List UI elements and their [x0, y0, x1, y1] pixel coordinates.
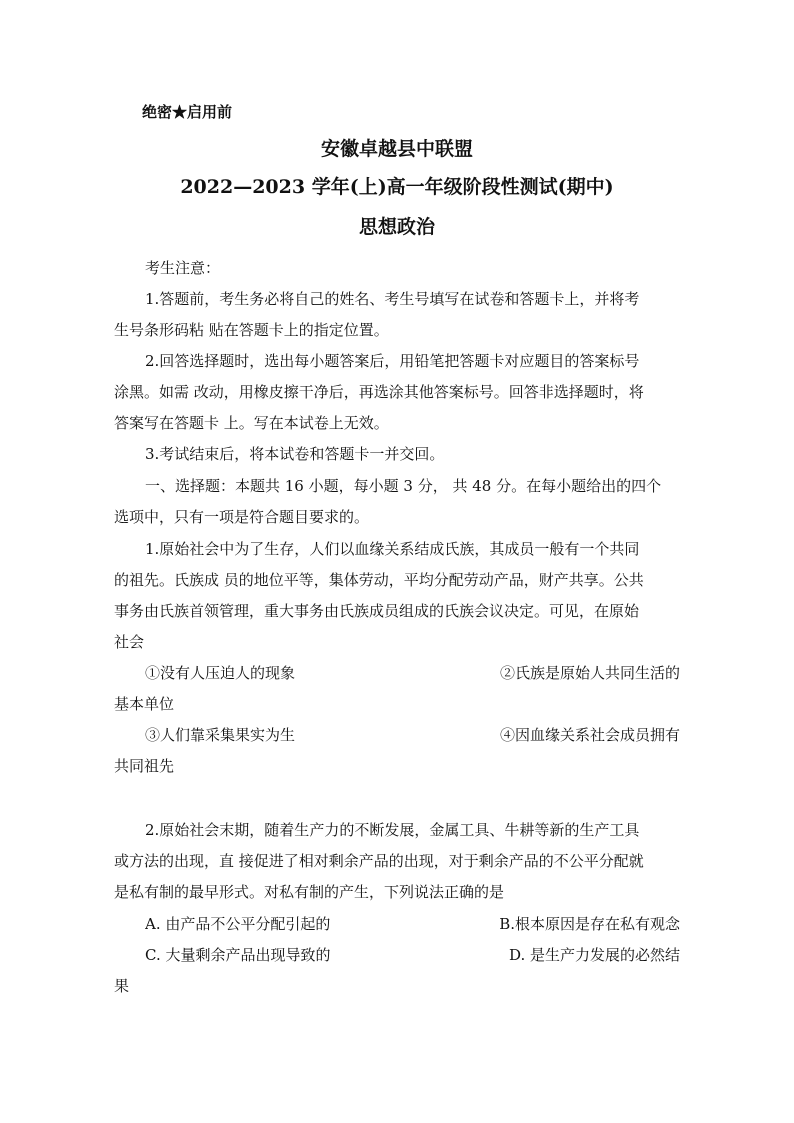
question-1-stem-cont3: 社会 [114, 633, 145, 651]
question-2-stem: 2.原始社会末期，随着生产力的不断发展，金属工具、牛耕等新的生产工具 [145, 821, 640, 839]
q2-option-c[interactable]: C. 大量剩余产品出现导致的 [145, 946, 331, 964]
notice-item-1: 1.答题前，考生务必将自己的姓名、考生号填写在试卷和答题卡上，并将考 [145, 290, 640, 308]
statement-2: ②氏族是原始人共同生活的 [499, 664, 680, 682]
q2-option-a[interactable]: A. 由产品不公平分配引起的 [145, 915, 331, 933]
notice-item-3: 3.考试结束后，将本试卷和答题卡一并交回。 [145, 445, 445, 463]
exam-title: 2022—2023 学年(上)高一年级阶段性测试(期中) [180, 176, 614, 198]
q2-option-d-cont: 果 [114, 977, 130, 995]
question-1-statements-row2 [145, 720, 680, 751]
notice-item-2: 2.回答选择题时，选出每小题答案后，用铅笔把答题卡对应题目的答案标号 [145, 352, 640, 370]
section-heading: 一、选择题：本题共 16 小题，每小题 3 分， 共 48 分。在每小题给出的四个 [145, 477, 662, 495]
confidential-label: 绝密★启用前 [142, 103, 233, 121]
organization-title: 安徽卓越县中联盟 [320, 138, 473, 160]
statement-3: ③人们靠采集果实为生 [145, 726, 296, 744]
section-heading-cont: 选项中，只有一项是符合题目要求的。 [114, 508, 370, 526]
question-2-stem-cont2: 是私有制的最早形式。对私有制的产生，下列说法正确的是 [114, 883, 505, 901]
statement-4: ④因血缘关系社会成员拥有 [499, 726, 680, 744]
question-1-statements-row1 [145, 658, 680, 689]
subject-title: 思想政治 [358, 216, 435, 238]
statement-1: ①没有人压迫人的现象 [145, 664, 296, 682]
q2-option-b[interactable]: B.根本原因是存在私有观念 [499, 915, 680, 933]
question-2-options-row1 [145, 909, 680, 940]
question-2-stem-cont: 或方法的出现，直 接促进了相对剩余产品的出现，对于剩余产品的不公平分配就 [114, 852, 644, 870]
notice-item-1-cont: 生号条形码粘 贴在答题卡上的指定位置。 [114, 321, 389, 339]
question-1-stem: 1.原始社会中为了生存，人们以血缘关系结成氏族，其成员一般有一个共同 [145, 540, 640, 558]
question-2-options-row2 [145, 940, 680, 971]
statement-4-cont: 共同祖先 [114, 757, 175, 775]
notice-item-2-cont2: 答案写在答题卡 上。写在本试卷上无效。 [114, 414, 389, 432]
q2-option-d[interactable]: D. 是生产力发展的必然结 [508, 946, 680, 964]
question-1-stem-cont2: 事务由氏族首领管理，重大事务由氏族成员组成的氏族会议决定。可见，在原始 [114, 602, 640, 620]
notice-item-2-cont: 涂黑。如需 改动，用橡皮擦干净后，再选涂其他答案标号。回答非选择题时，将 [114, 383, 644, 401]
statement-2-cont: 基本单位 [114, 695, 175, 713]
notice-heading: 考生注意： [145, 259, 221, 277]
question-1-stem-cont: 的祖先。氏族成 员的地位平等，集体劳动，平均分配劳动产品，财产共享。公共 [114, 571, 644, 589]
